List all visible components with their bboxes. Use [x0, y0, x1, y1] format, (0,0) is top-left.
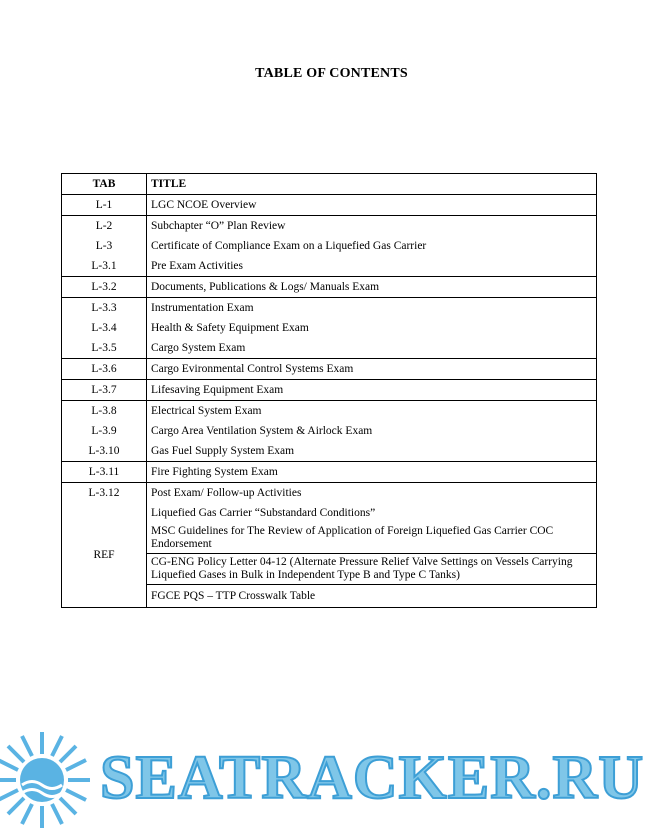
row-tab: L-3.1: [62, 256, 147, 277]
row-title: Health & Safety Equipment Exam: [147, 318, 597, 338]
row-tab: L-3.4: [62, 318, 147, 338]
row-title: Subchapter “O” Plan Review: [147, 216, 597, 237]
column-header-title: TITLE: [147, 174, 597, 195]
row-title: Pre Exam Activities: [147, 256, 597, 277]
table-row: [62, 401, 597, 422]
table-row: [62, 298, 597, 319]
ref-item: FGCE PQS – TTP Crosswalk Table: [147, 585, 597, 608]
row-title: Cargo Evironmental Control Systems Exam: [147, 359, 597, 380]
row-tab: L-3.7: [62, 380, 147, 401]
row-title: Electrical System Exam: [147, 401, 597, 422]
row-title: Instrumentation Exam: [147, 298, 597, 319]
row-tab: L-3.8: [62, 401, 147, 422]
row-tab: L-3: [62, 236, 147, 256]
table-row: [62, 236, 597, 256]
row-title: Certificate of Compliance Exam on a Liquefied Gas Carrier: [147, 236, 597, 256]
row-title: Lifesaving Equipment Exam: [147, 380, 597, 401]
row-tab: L-3.12: [62, 483, 147, 504]
table-row: [62, 318, 597, 338]
table-row: [62, 216, 597, 237]
row-tab: L-2: [62, 216, 147, 237]
row-title: Documents, Publications & Logs/ Manuals Exam: [147, 277, 597, 298]
toc-table: [61, 173, 597, 608]
row-title: Cargo Area Ventilation System & Airlock Exam: [147, 421, 597, 441]
table-row: [62, 277, 597, 298]
row-title: Fire Fighting System Exam: [147, 462, 597, 483]
ref-item: Liquefied Gas Carrier “Substandard Conditions”: [147, 503, 597, 523]
row-tab: L-3.9: [62, 421, 147, 441]
page-title: TABLE OF CONTENTS: [255, 66, 408, 81]
table-row: [62, 256, 597, 277]
sun-logo-icon: [0, 730, 102, 830]
row-title: Gas Fuel Supply System Exam: [147, 441, 597, 462]
table-row: [62, 483, 597, 504]
row-tab: L-3.6: [62, 359, 147, 380]
watermark-text: SEATRACKER.RU: [100, 744, 645, 812]
row-title: Cargo System Exam: [147, 338, 597, 359]
table-row: [62, 462, 597, 483]
table-row: [62, 380, 597, 401]
table-row: [62, 195, 597, 216]
ref-item: MSC Guidelines for The Review of Application of Foreign Liquefied Gas Carrier COC Endorsement: [147, 523, 597, 554]
table-row: [62, 421, 597, 441]
ref-tab: REF: [62, 503, 147, 608]
table-row: [62, 503, 597, 523]
row-tab: L-3.3: [62, 298, 147, 319]
column-header-tab: TAB: [62, 174, 147, 195]
row-tab: L-3.10: [62, 441, 147, 462]
row-tab: L-1: [62, 195, 147, 216]
row-tab: L-3.5: [62, 338, 147, 359]
ref-item: CG-ENG Policy Letter 04-12 (Alternate Pressure Relief Valve Settings on Vessels Carrying Liquefied Gases in Bulk in Independent Type B and Type C Tanks): [147, 554, 597, 585]
table-row: [62, 441, 597, 462]
table-row: [62, 338, 597, 359]
table-header: [62, 174, 597, 195]
row-title: Post Exam/ Follow-up Activities: [147, 483, 597, 504]
row-title: LGC NCOE Overview: [147, 195, 597, 216]
row-tab: L-3.11: [62, 462, 147, 483]
row-tab: L-3.2: [62, 277, 147, 298]
table-row: [62, 359, 597, 380]
